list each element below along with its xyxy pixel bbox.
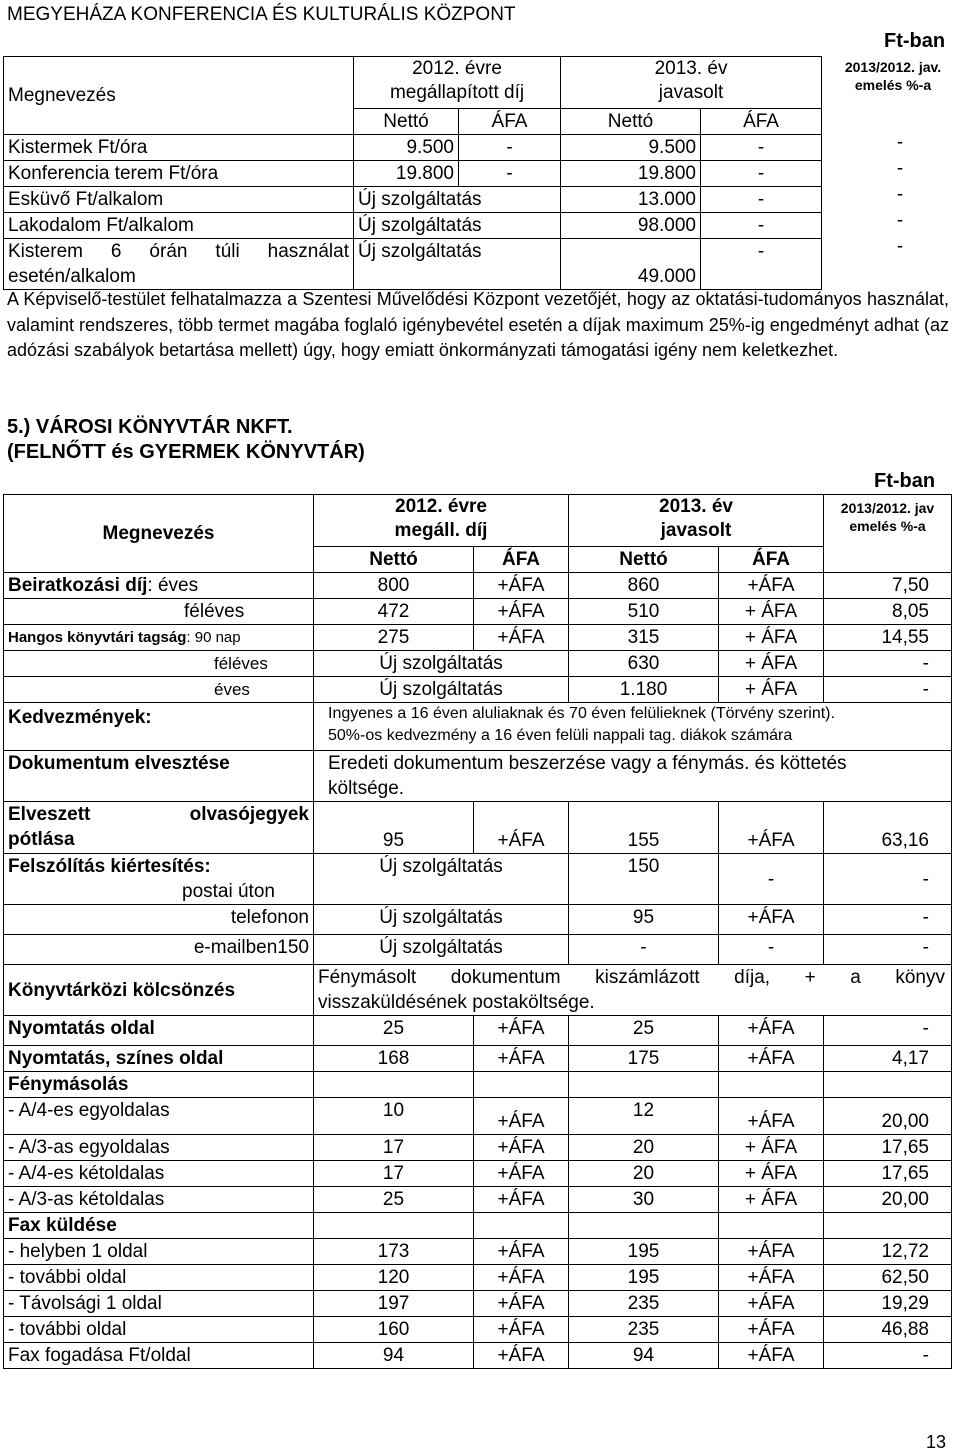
section2-unit: Ft-ban	[874, 470, 936, 492]
table-row: telefonon Új szolgáltatás 95 +ÁFA -	[4, 905, 952, 935]
s1-pct: -	[896, 236, 904, 257]
table-row: - A/4-es kétoldalas 17 +ÁFA 20 + ÁFA 17,65	[4, 1161, 952, 1187]
table-row: - A/3-as kétoldalas 25 +ÁFA 30 + ÁFA 20,00	[4, 1187, 952, 1213]
table-row: Nyomtatás, színes oldal 168 +ÁFA 175 +ÁFA 4,17	[4, 1046, 952, 1072]
table-row: Konferencia terem Ft/óra 19.800 - 19.800 -	[4, 161, 822, 187]
table-row: Elveszett olvasójegyek pótlása 95 +ÁFA 155 +ÁFA 63,16	[4, 802, 952, 854]
section1-paragraph: A Képviselő-testület felhatalmazza a Szentesi Művelődési Központ vezetőjét, hogy az oktatási-tudományos használat, valamint rendszeres, több termet magába foglaló igénybevétel esetén a díjak maximum 25%-ig engedményt adhat (az adózási szabályok betartása mellett) úgy, hogy emiatt önkormányzati támogatási igény nem keletkezhet.	[7, 289, 949, 360]
table-row: Fax küldése	[4, 1213, 952, 1239]
table-row: Esküvő Ft/alkalom Új szolgáltatás 13.000 -	[4, 187, 822, 213]
table-row: Kistermek Ft/óra 9.500 - 9.500 -	[4, 135, 822, 161]
table-row: - A/4-es egyoldalas 10 +ÁFA 12 +ÁFA 20,00	[4, 1098, 952, 1135]
table-row: féléves 472 +ÁFA 510 + ÁFA 8,05	[4, 599, 952, 625]
s2-header-netto: Nettó	[569, 547, 719, 573]
section2-header-table	[3, 494, 952, 573]
section1-unit: Ft-ban	[884, 30, 946, 52]
table-row: Fénymásolás	[4, 1072, 952, 1098]
s2-header-pct: 2013/2012. jav emelés %-a	[824, 495, 952, 573]
table-row: Nyomtatás oldal 25 +ÁFA 25 +ÁFA -	[4, 1016, 952, 1046]
page-number: 13	[926, 1432, 947, 1452]
table-row: Hangos könyvtári tagság: 90 nap 275 +ÁFA 315 + ÁFA 14,55	[4, 625, 952, 651]
table-row: - A/3-as egyoldalas 17 +ÁFA 20 + ÁFA 17,65	[4, 1135, 952, 1161]
s1-pct: -	[896, 132, 904, 153]
s2-header-afa: ÁFA	[719, 547, 824, 573]
table-row: éves Új szolgáltatás 1.180 + ÁFA -	[4, 677, 952, 703]
s1-header-afa: ÁFA	[459, 109, 561, 135]
table-row: - további oldal 160 +ÁFA 235 +ÁFA 46,88	[4, 1317, 952, 1343]
s2-header-afa: ÁFA	[474, 547, 569, 573]
table-row: - Távolsági 1 oldal 197 +ÁFA 235 +ÁFA 19,29	[4, 1291, 952, 1317]
s1-header-afa: ÁFA	[701, 109, 822, 135]
section1-table	[3, 56, 822, 290]
s2-header-2013: 2013. év javasolt	[569, 495, 824, 547]
section2-title: 5.) VÁROSI KÖNYVTÁR NKFT. (FELNŐTT és GYERMEK KÖNYVTÁR)	[7, 416, 365, 463]
s1-header-netto: Nettó	[561, 109, 701, 135]
s1-pct: -	[896, 210, 904, 231]
table-row: - további oldal 120 +ÁFA 195 +ÁFA 62,50	[4, 1265, 952, 1291]
s1-pct: -	[896, 158, 904, 179]
table-row: Könyvtárközi kölcsönzés Fénymásolt dokumentum kiszámlázott díja, + a könyv visszaküldésének postaköltsége.	[4, 965, 952, 1016]
section1-title: MEGYEHÁZA KONFERENCIA ÉS KULTURÁLIS KÖZPONT	[7, 4, 516, 25]
table-row: Beiratkozási díj: éves 800 +ÁFA 860 +ÁFA 7,50	[4, 573, 952, 599]
s1-header-2012: 2012. évre megállapított díj	[354, 57, 561, 109]
s2-header-name: Megnevezés	[4, 495, 314, 573]
s1-pct: -	[896, 184, 904, 205]
s1-header-2013: 2013. év javasolt	[561, 57, 822, 109]
table-row: Lakodalom Ft/alkalom Új szolgáltatás 98.000 -	[4, 213, 822, 239]
table-row: Fax fogadása Ft/oldal 94 +ÁFA 94 +ÁFA -	[4, 1343, 952, 1369]
s1-header-name: Megnevezés	[4, 57, 354, 135]
table-row: Dokumentum elvesztése Eredeti dokumentum beszerzése vagy a fénymás. és köttetés költsége.	[4, 751, 952, 802]
s1-header-pct: 2013/2012. jav. emelés %-a	[844, 59, 942, 93]
table-row: e-mailben150 Új szolgáltatás - - -	[4, 935, 952, 965]
s2-header-2012: 2012. évre megáll. díj	[314, 495, 569, 547]
s2-header-netto: Nettó	[314, 547, 474, 573]
table-row: - helyben 1 oldal 173 +ÁFA 195 +ÁFA 12,72	[4, 1239, 952, 1265]
section2-table	[3, 572, 952, 1369]
table-row: féléves Új szolgáltatás 630 + ÁFA -	[4, 651, 952, 677]
table-row: Kedvezmények: Ingyenes a 16 éven aluliaknak és 70 éven felülieknek (Törvény szerint). 50%-os kedvezmény a 16 éven felüli nappali tag. diákok számára	[4, 703, 952, 751]
table-row: Kisterem 6 órán túli használat esetén/alkalom Új szolgáltatás 49.000 -	[4, 239, 822, 290]
s1-header-netto: Nettó	[354, 109, 459, 135]
table-row: Felszólítás kiértesítés: postai úton Új szolgáltatás 150 - -	[4, 854, 952, 905]
